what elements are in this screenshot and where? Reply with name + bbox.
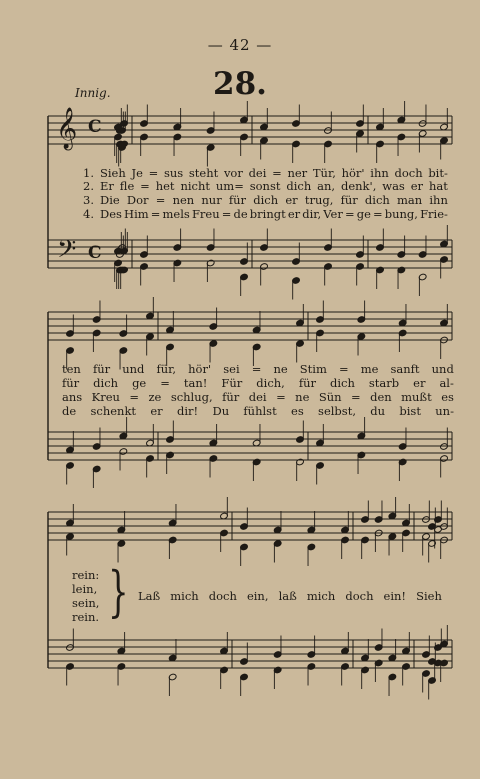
lyric-syllable: du <box>370 404 386 418</box>
lyric-syllable: dir! <box>176 404 199 418</box>
lyric-syllable: Freu <box>191 207 220 221</box>
lyric-syllable: Du <box>212 404 230 418</box>
lyric-syllable: hat <box>428 179 448 193</box>
verse-number: 2. <box>83 179 94 193</box>
lyric-syllable: Tür, <box>312 166 336 180</box>
line-ending: sein, <box>72 596 100 610</box>
lyric-syllable: Er <box>100 179 114 193</box>
lyric-syllable: dich <box>286 179 312 193</box>
lyric-syllable: me <box>360 362 379 376</box>
lyric-syllable: ge <box>132 376 147 390</box>
lyric-syllable: an, <box>317 179 336 193</box>
lyric-syllable: = <box>221 207 232 221</box>
lyric-syllable: für <box>222 390 240 404</box>
lyric-syllable: denk', <box>340 179 377 193</box>
lyric-syllable: = <box>344 207 355 221</box>
lyric-syllable: es <box>441 390 454 404</box>
verse-1-line <box>100 166 448 180</box>
lyric-syllable: bung, <box>384 207 418 221</box>
lyric-syllable: mels <box>162 207 190 221</box>
lyric-syllable: = <box>160 376 170 390</box>
lyric-syllable: het <box>155 179 175 193</box>
lyric-syllable: bit- <box>428 166 448 180</box>
lyric-syllable: Stim <box>299 362 327 376</box>
lyric-syllable: laß <box>278 589 297 603</box>
verse-3-line <box>100 193 448 207</box>
lyric-syllable: nur <box>201 193 222 207</box>
lyric-syllable: = <box>129 390 140 404</box>
lyric-syllable: dir, <box>302 207 322 221</box>
lyric-syllable: sei <box>223 362 240 376</box>
lyric-syllable: ze <box>148 390 162 404</box>
lyric-syllable: Dor <box>126 193 149 207</box>
lyric-syllable: trug, <box>304 193 334 207</box>
lyric-syllable: ihn <box>370 166 389 180</box>
lyric-syllable: = <box>148 166 159 180</box>
lyric-syllable: ihn <box>429 193 448 207</box>
lyric-syllable: starb <box>368 376 400 390</box>
lyric-syllable: dich <box>253 193 279 207</box>
lyric-syllable: bist <box>399 404 421 418</box>
page-number: — 42 — <box>207 36 273 54</box>
lyric-syllable: doch <box>394 166 423 180</box>
lyric-syllable: ner <box>287 166 308 180</box>
lyric-syllable: = <box>338 362 349 376</box>
lyric-syllable: dich <box>93 376 119 390</box>
lyric-syllable: nicht <box>180 179 210 193</box>
lyric-syllable: sanft <box>390 362 420 376</box>
lyric-syllable: ein, <box>246 589 269 603</box>
verse-1-line <box>62 362 454 376</box>
lyric-syllable: er <box>150 404 163 418</box>
lyric-syllable: un- <box>435 404 454 418</box>
lyric-syllable: = <box>140 179 150 193</box>
lyric-syllable: tan! <box>183 376 208 390</box>
lyric-syllable: mich <box>306 589 336 603</box>
lyric-syllable: ans <box>62 390 83 404</box>
line-ending: rein. <box>72 610 100 624</box>
line-ending: rein: <box>72 568 100 582</box>
bass-clef-icon: 𝄢 <box>57 235 77 270</box>
lyric-syllable: was <box>382 179 405 193</box>
lyric-syllable: al- <box>439 376 454 390</box>
lyric-syllable: für, <box>156 362 177 376</box>
lyric-syllable: fle <box>119 179 135 193</box>
verse-4-line <box>62 404 454 418</box>
lyric-syllable: für <box>340 193 358 207</box>
lyric-syllable: mich <box>170 589 199 603</box>
lyric-syllable: hör' <box>341 166 365 180</box>
hymn-number: 28. <box>213 66 267 102</box>
refrain-line <box>138 589 442 603</box>
lyric-syllable: ten <box>62 362 81 376</box>
lyric-syllable: dich <box>330 376 355 390</box>
lyric-syllable: = <box>276 390 286 404</box>
lyric-syllable: schlug, <box>170 390 213 404</box>
lyric-syllable: dei <box>248 390 267 404</box>
treble-clef-icon: 𝄞 <box>56 108 78 149</box>
lyric-syllable: ne <box>273 362 288 376</box>
lyric-syllable: dich, <box>256 376 285 390</box>
lyric-syllable: Ver <box>323 207 343 221</box>
lyric-syllable: schenkt <box>90 404 137 418</box>
verse-2-line <box>100 179 448 193</box>
lyric-syllable: = <box>251 362 262 376</box>
lyric-syllable: Him <box>124 207 149 221</box>
lyric-syllable: ne <box>295 390 310 404</box>
lyric-syllable: dich <box>364 193 390 207</box>
verse-4-line <box>100 207 448 221</box>
lyric-syllable: Sün <box>318 390 342 404</box>
lyric-syllable: = <box>272 166 282 180</box>
verse-number: 3. <box>83 193 94 207</box>
line-ending: lein, <box>72 582 98 596</box>
lyric-syllable: und <box>431 362 454 376</box>
lyric-syllable: er <box>413 376 426 390</box>
lyric-syllable: für <box>298 376 316 390</box>
lyric-syllable: steht <box>188 166 219 180</box>
lyric-syllable: = <box>155 193 166 207</box>
lyric-syllable: doch <box>345 589 374 603</box>
lyric-syllable: er <box>410 179 424 193</box>
lyric-syllable: dei <box>248 166 267 180</box>
lyric-syllable: Kreu <box>91 390 120 404</box>
lyric-syllable: doch <box>208 589 237 603</box>
lyric-syllable: Die <box>100 193 120 207</box>
lyric-syllable: für <box>62 376 80 390</box>
lyric-syllable: sonst <box>249 179 281 193</box>
lyric-syllable: Für <box>221 376 243 390</box>
lyric-syllable: Frie- <box>420 207 448 221</box>
verse-number: 1. <box>83 166 94 180</box>
tempo-marking: Innig. <box>75 86 111 100</box>
lyric-syllable: Je <box>131 166 143 180</box>
lyric-syllable: für <box>228 193 247 207</box>
lyric-syllable: er <box>287 207 301 221</box>
verse-number: 4. <box>83 207 94 221</box>
lyric-syllable: sus <box>163 166 184 180</box>
lyric-syllable: selbst, <box>318 404 356 418</box>
lyric-syllable: Laß <box>138 589 161 603</box>
common-time-icon: C <box>88 243 102 263</box>
lyric-syllable: er <box>285 193 298 207</box>
lyric-syllable: de <box>62 404 77 418</box>
lyric-syllable: um= <box>215 179 244 193</box>
lyric-syllable: den <box>370 390 392 404</box>
lyric-syllable: = <box>350 390 361 404</box>
lyric-syllable: es <box>291 404 304 418</box>
lyric-syllable: fühlst <box>243 404 277 418</box>
lyric-syllable: de <box>233 207 248 221</box>
lyric-syllable: Sieh <box>100 166 126 180</box>
common-time-icon: C <box>88 117 102 137</box>
lyric-syllable: und <box>122 362 145 376</box>
lyric-syllable: vor <box>223 166 243 180</box>
verse-2-line <box>62 376 454 390</box>
lyric-syllable: man <box>397 193 423 207</box>
lyric-syllable: für <box>92 362 111 376</box>
lyric-syllable: nen <box>172 193 195 207</box>
lyric-syllable: Sieh <box>416 589 442 603</box>
lyric-syllable: Des <box>100 207 122 221</box>
verse-3-line <box>62 390 454 404</box>
lyric-syllable: hör' <box>188 362 212 376</box>
lyric-syllable: ge <box>356 207 371 221</box>
lyric-syllable: mußt <box>401 390 432 404</box>
brace-icon: } <box>108 561 129 624</box>
lyric-syllable: = <box>150 207 161 221</box>
lyric-syllable: = <box>373 207 383 221</box>
lyric-syllable: ein! <box>383 589 407 603</box>
lyric-syllable: bringt <box>249 207 286 221</box>
